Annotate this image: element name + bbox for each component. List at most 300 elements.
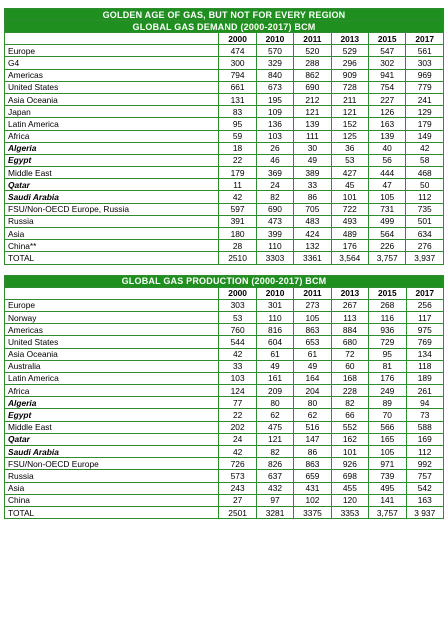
demand-value-cell: 18	[219, 142, 256, 154]
demand-year-header	[5, 33, 444, 45]
demand-value-cell: 24	[256, 179, 293, 191]
production-value-cell: 134	[406, 348, 443, 360]
demand-value-cell: 47	[368, 179, 405, 191]
production-value-cell: 141	[369, 494, 406, 506]
demand-row-label: Americas	[5, 69, 219, 81]
demand-table-row	[5, 240, 444, 252]
production-table-row	[5, 311, 444, 323]
demand-table-row	[5, 45, 444, 57]
production-row-label: Algeria	[5, 397, 219, 409]
production-value-cell: 95	[369, 348, 406, 360]
demand-row-label: Asia	[5, 228, 219, 240]
demand-value-cell: 483	[294, 215, 331, 227]
demand-value-cell: 149	[406, 130, 444, 142]
demand-year: 2000	[219, 33, 256, 45]
demand-table	[4, 8, 444, 265]
demand-table-body	[5, 45, 444, 264]
production-row-label: United States	[5, 336, 219, 348]
demand-value-cell: 83	[219, 106, 256, 118]
demand-value-cell: 136	[256, 118, 293, 130]
demand-value-cell: 95	[219, 118, 256, 130]
production-value-cell: 22	[219, 409, 256, 421]
demand-value-cell: 300	[219, 57, 256, 69]
production-value-cell: 2501	[219, 506, 256, 518]
production-value-cell: 604	[256, 336, 293, 348]
production-value-cell: 757	[406, 470, 443, 482]
production-year: 2011	[294, 287, 331, 299]
production-value-cell: 42	[219, 446, 256, 458]
demand-value-cell: 86	[294, 191, 331, 203]
demand-value-cell: 369	[256, 167, 293, 179]
demand-row-label: Latin America	[5, 118, 219, 130]
demand-value-cell: 126	[368, 106, 405, 118]
demand-year: 2011	[294, 33, 331, 45]
production-year-header	[5, 287, 444, 299]
production-value-cell: 124	[219, 385, 256, 397]
production-value-cell: 53	[219, 311, 256, 323]
production-value-cell: 189	[406, 372, 443, 384]
production-value-cell: 62	[294, 409, 331, 421]
production-value-cell: 113	[331, 311, 368, 323]
demand-table-row	[5, 106, 444, 118]
demand-value-cell: 42	[219, 191, 256, 203]
production-value-cell: 202	[219, 421, 256, 433]
demand-value-cell: 728	[331, 81, 368, 93]
demand-value-cell: 501	[406, 215, 444, 227]
demand-value-cell: 474	[219, 45, 256, 57]
demand-table-row	[5, 57, 444, 69]
demand-value-cell: 690	[256, 203, 293, 215]
production-value-cell: 431	[294, 482, 331, 494]
production-year: 2000	[219, 287, 256, 299]
demand-row-label: Europe	[5, 45, 219, 57]
demand-table-row	[5, 142, 444, 154]
demand-value-cell: 103	[256, 130, 293, 142]
demand-table-row	[5, 215, 444, 227]
production-value-cell: 243	[219, 482, 256, 494]
production-row-label: Saudi Arabia	[5, 446, 219, 458]
demand-value-cell: 46	[256, 154, 293, 166]
production-value-cell: 3375	[294, 506, 331, 518]
production-table-row	[5, 470, 444, 482]
demand-year: 2013	[331, 33, 368, 45]
demand-value-cell: 561	[406, 45, 444, 57]
production-year: 2015	[369, 287, 406, 299]
production-row-label: TOTAL	[5, 506, 219, 518]
production-value-cell: 147	[294, 433, 331, 445]
production-value-cell: 60	[331, 360, 368, 372]
production-value-cell: 432	[256, 482, 293, 494]
demand-value-cell: 152	[331, 118, 368, 130]
demand-value-cell: 3,564	[331, 252, 368, 264]
table-gap	[4, 265, 444, 275]
demand-row-label: Egypt	[5, 154, 219, 166]
production-table-row	[5, 385, 444, 397]
demand-value-cell: 427	[331, 167, 368, 179]
demand-table-row	[5, 203, 444, 215]
demand-value-cell: 493	[331, 215, 368, 227]
production-row-label: Asia	[5, 482, 219, 494]
demand-value-cell: 690	[294, 81, 331, 93]
demand-value-cell: 3,757	[368, 252, 405, 264]
demand-row-label: China**	[5, 240, 219, 252]
demand-row-label: Russia	[5, 215, 219, 227]
demand-value-cell: 226	[368, 240, 405, 252]
production-value-cell: 80	[294, 397, 331, 409]
demand-value-cell: 82	[256, 191, 293, 203]
production-row-label: Norway	[5, 311, 219, 323]
demand-value-cell: 754	[368, 81, 405, 93]
production-value-cell: 739	[369, 470, 406, 482]
production-table-row	[5, 446, 444, 458]
production-value-cell: 971	[369, 458, 406, 470]
production-table-row	[5, 372, 444, 384]
production-value-cell: 82	[331, 397, 368, 409]
production-row-label: Russia	[5, 470, 219, 482]
demand-table-row	[5, 93, 444, 105]
production-value-cell: 884	[331, 324, 368, 336]
production-table-row	[5, 494, 444, 506]
production-value-cell: 588	[406, 421, 443, 433]
production-value-cell: 301	[256, 299, 293, 311]
demand-value-cell: 227	[368, 93, 405, 105]
demand-value-cell: 26	[256, 142, 293, 154]
demand-table-row	[5, 179, 444, 191]
production-value-cell: 62	[256, 409, 293, 421]
production-row-label: China	[5, 494, 219, 506]
production-value-cell: 698	[331, 470, 368, 482]
demand-value-cell: 211	[331, 93, 368, 105]
production-year: 2010	[256, 287, 293, 299]
production-row-label: FSU/Non-OECD Europe	[5, 458, 219, 470]
demand-row-label: Africa	[5, 130, 219, 142]
production-value-cell: 61	[294, 348, 331, 360]
demand-value-cell: 3361	[294, 252, 331, 264]
production-value-cell: 863	[294, 458, 331, 470]
demand-value-cell: 969	[406, 69, 444, 81]
demand-value-cell: 105	[368, 191, 405, 203]
demand-value-cell: 862	[294, 69, 331, 81]
demand-value-cell: 163	[368, 118, 405, 130]
production-value-cell: 659	[294, 470, 331, 482]
production-value-cell: 70	[369, 409, 406, 421]
demand-value-cell: 129	[406, 106, 444, 118]
demand-value-cell: 33	[294, 179, 331, 191]
demand-value-cell: 288	[294, 57, 331, 69]
production-value-cell: 475	[256, 421, 293, 433]
production-value-cell: 3281	[256, 506, 293, 518]
demand-value-cell: 520	[294, 45, 331, 57]
production-value-cell: 42	[219, 348, 256, 360]
demand-value-cell: 303	[406, 57, 444, 69]
production-value-cell: 105	[294, 311, 331, 323]
demand-value-cell: 389	[294, 167, 331, 179]
production-value-cell: 544	[219, 336, 256, 348]
production-value-cell: 303	[219, 299, 256, 311]
demand-value-cell: 121	[294, 106, 331, 118]
production-value-cell: 61	[256, 348, 293, 360]
production-value-cell: 86	[294, 446, 331, 458]
production-value-cell: 760	[219, 324, 256, 336]
production-table-row	[5, 348, 444, 360]
production-table-body	[5, 299, 444, 518]
demand-value-cell: 731	[368, 203, 405, 215]
demand-row-label: TOTAL	[5, 252, 219, 264]
demand-value-cell: 110	[256, 240, 293, 252]
demand-table-row	[5, 191, 444, 203]
production-value-cell: 176	[369, 372, 406, 384]
main-title: GOLDEN AGE OF GAS, BUT NOT FOR EVERY REGION	[5, 9, 444, 21]
demand-value-cell: 212	[294, 93, 331, 105]
production-value-cell: 27	[219, 494, 256, 506]
demand-row-label: United States	[5, 81, 219, 93]
demand-value-cell: 125	[331, 130, 368, 142]
production-value-cell: 102	[294, 494, 331, 506]
production-row-label: Asia Oceania	[5, 348, 219, 360]
production-value-cell: 77	[219, 397, 256, 409]
production-value-cell: 268	[369, 299, 406, 311]
production-header-blank	[5, 287, 219, 299]
demand-value-cell: 42	[406, 142, 444, 154]
production-value-cell: 3 937	[406, 506, 443, 518]
demand-table-row	[5, 118, 444, 130]
demand-value-cell: 58	[406, 154, 444, 166]
demand-value-cell: 399	[256, 228, 293, 240]
demand-row-label: Middle East	[5, 167, 219, 179]
production-value-cell: 267	[331, 299, 368, 311]
production-value-cell: 256	[406, 299, 443, 311]
production-value-cell: 726	[219, 458, 256, 470]
demand-row-label: Saudi Arabia	[5, 191, 219, 203]
production-row-label: Europe	[5, 299, 219, 311]
production-value-cell: 863	[294, 324, 331, 336]
demand-row-label: Asia Oceania	[5, 93, 219, 105]
production-value-cell: 81	[369, 360, 406, 372]
demand-value-cell: 101	[331, 191, 368, 203]
demand-value-cell: 735	[406, 203, 444, 215]
demand-value-cell: 302	[368, 57, 405, 69]
demand-value-cell: 112	[406, 191, 444, 203]
demand-value-cell: 59	[219, 130, 256, 142]
demand-value-cell: 529	[331, 45, 368, 57]
production-row-label: Egypt	[5, 409, 219, 421]
demand-year: 2017	[406, 33, 444, 45]
demand-value-cell: 489	[331, 228, 368, 240]
production-value-cell: 112	[406, 446, 443, 458]
demand-row-label: Qatar	[5, 179, 219, 191]
production-value-cell: 816	[256, 324, 293, 336]
production-value-cell: 33	[219, 360, 256, 372]
production-value-cell: 117	[406, 311, 443, 323]
demand-value-cell: 30	[294, 142, 331, 154]
production-row-label: Middle East	[5, 421, 219, 433]
production-table-title: GLOBAL GAS PRODUCTION (2000-2017) BCM	[5, 275, 444, 287]
production-year: 2017	[406, 287, 443, 299]
production-value-cell: 120	[331, 494, 368, 506]
production-value-cell: 163	[406, 494, 443, 506]
production-table-row	[5, 458, 444, 470]
demand-value-cell: 840	[256, 69, 293, 81]
demand-value-cell: 570	[256, 45, 293, 57]
demand-value-cell: 28	[219, 240, 256, 252]
demand-value-cell: 3303	[256, 252, 293, 264]
production-value-cell: 103	[219, 372, 256, 384]
demand-value-cell: 50	[406, 179, 444, 191]
demand-value-cell: 121	[331, 106, 368, 118]
production-value-cell: 3,757	[369, 506, 406, 518]
production-table-row	[5, 433, 444, 445]
production-value-cell: 110	[256, 311, 293, 323]
demand-value-cell: 111	[294, 130, 331, 142]
demand-value-cell: 941	[368, 69, 405, 81]
production-value-cell: 168	[331, 372, 368, 384]
production-value-cell: 94	[406, 397, 443, 409]
production-table-row	[5, 299, 444, 311]
demand-value-cell: 276	[406, 240, 444, 252]
production-value-cell: 49	[256, 360, 293, 372]
production-value-cell: 637	[256, 470, 293, 482]
demand-value-cell: 195	[256, 93, 293, 105]
production-year: 2013	[331, 287, 368, 299]
production-value-cell: 273	[294, 299, 331, 311]
demand-value-cell: 36	[331, 142, 368, 154]
production-value-cell: 72	[331, 348, 368, 360]
production-table-row	[5, 506, 444, 518]
demand-value-cell: 109	[256, 106, 293, 118]
demand-value-cell: 705	[294, 203, 331, 215]
production-table-row	[5, 324, 444, 336]
production-value-cell: 573	[219, 470, 256, 482]
demand-value-cell: 139	[294, 118, 331, 130]
production-table-row	[5, 336, 444, 348]
demand-value-cell: 45	[331, 179, 368, 191]
demand-value-cell: 391	[219, 215, 256, 227]
production-table-row	[5, 421, 444, 433]
production-value-cell: 516	[294, 421, 331, 433]
production-value-cell: 169	[406, 433, 443, 445]
production-value-cell: 566	[369, 421, 406, 433]
production-value-cell: 992	[406, 458, 443, 470]
demand-value-cell: 22	[219, 154, 256, 166]
production-value-cell: 66	[331, 409, 368, 421]
demand-value-cell: 2510	[219, 252, 256, 264]
production-value-cell: 769	[406, 336, 443, 348]
demand-value-cell: 597	[219, 203, 256, 215]
production-table-row	[5, 360, 444, 372]
production-value-cell: 105	[369, 446, 406, 458]
demand-value-cell: 909	[331, 69, 368, 81]
demand-value-cell: 53	[331, 154, 368, 166]
demand-value-cell: 564	[368, 228, 405, 240]
demand-row-label: Japan	[5, 106, 219, 118]
production-value-cell: 121	[256, 433, 293, 445]
production-table-row	[5, 409, 444, 421]
production-row-label: Americas	[5, 324, 219, 336]
production-value-cell: 82	[256, 446, 293, 458]
production-value-cell: 73	[406, 409, 443, 421]
demand-table-row	[5, 252, 444, 264]
demand-value-cell: 180	[219, 228, 256, 240]
production-value-cell: 552	[331, 421, 368, 433]
demand-table-row	[5, 81, 444, 93]
demand-value-cell: 11	[219, 179, 256, 191]
demand-table-row	[5, 154, 444, 166]
production-value-cell: 89	[369, 397, 406, 409]
demand-row-label: G4	[5, 57, 219, 69]
production-value-cell: 164	[294, 372, 331, 384]
demand-table-row	[5, 69, 444, 81]
production-table-row	[5, 397, 444, 409]
production-value-cell: 926	[331, 458, 368, 470]
demand-header-blank	[5, 33, 219, 45]
demand-table-row	[5, 167, 444, 179]
demand-value-cell: 794	[219, 69, 256, 81]
demand-value-cell: 634	[406, 228, 444, 240]
demand-value-cell: 296	[331, 57, 368, 69]
production-row-label: Africa	[5, 385, 219, 397]
demand-value-cell: 132	[294, 240, 331, 252]
production-value-cell: 162	[331, 433, 368, 445]
production-value-cell: 729	[369, 336, 406, 348]
demand-value-cell: 547	[368, 45, 405, 57]
production-value-cell: 3353	[331, 506, 368, 518]
production-value-cell: 936	[369, 324, 406, 336]
demand-value-cell: 176	[331, 240, 368, 252]
demand-value-cell: 49	[294, 154, 331, 166]
production-value-cell: 209	[256, 385, 293, 397]
production-value-cell: 165	[369, 433, 406, 445]
demand-value-cell: 3,937	[406, 252, 444, 264]
demand-row-label: FSU/Non-OECD Europe, Russia	[5, 203, 219, 215]
demand-value-cell: 468	[406, 167, 444, 179]
production-value-cell: 116	[369, 311, 406, 323]
production-value-cell: 161	[256, 372, 293, 384]
demand-year: 2010	[256, 33, 293, 45]
demand-table-row	[5, 130, 444, 142]
production-row-label: Latin America	[5, 372, 219, 384]
production-value-cell: 24	[219, 433, 256, 445]
demand-value-cell: 424	[294, 228, 331, 240]
demand-value-cell: 179	[219, 167, 256, 179]
production-row-label: Qatar	[5, 433, 219, 445]
production-value-cell: 97	[256, 494, 293, 506]
production-value-cell: 975	[406, 324, 443, 336]
production-table-row	[5, 482, 444, 494]
demand-value-cell: 56	[368, 154, 405, 166]
demand-value-cell: 241	[406, 93, 444, 105]
production-value-cell: 495	[369, 482, 406, 494]
demand-value-cell: 179	[406, 118, 444, 130]
demand-table-row	[5, 228, 444, 240]
production-value-cell: 542	[406, 482, 443, 494]
demand-table-title: GLOBAL GAS DEMAND (2000-2017) BCM	[5, 21, 444, 33]
production-value-cell: 261	[406, 385, 443, 397]
production-value-cell: 455	[331, 482, 368, 494]
production-value-cell: 101	[331, 446, 368, 458]
demand-value-cell: 131	[219, 93, 256, 105]
production-table	[4, 275, 444, 520]
production-value-cell: 118	[406, 360, 443, 372]
production-row-label: Australia	[5, 360, 219, 372]
demand-value-cell: 661	[219, 81, 256, 93]
demand-year: 2015	[368, 33, 405, 45]
production-value-cell: 49	[294, 360, 331, 372]
demand-value-cell: 499	[368, 215, 405, 227]
demand-value-cell: 722	[331, 203, 368, 215]
demand-row-label: Algeria	[5, 142, 219, 154]
demand-value-cell: 779	[406, 81, 444, 93]
demand-value-cell: 329	[256, 57, 293, 69]
